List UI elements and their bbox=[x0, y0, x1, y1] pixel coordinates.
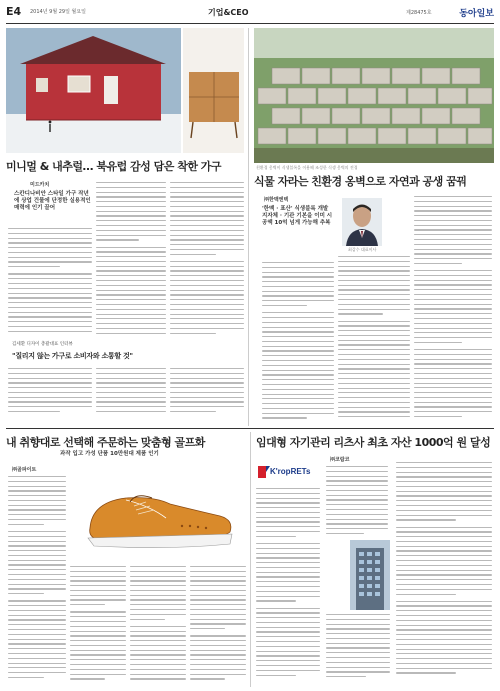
story4-body-col3 bbox=[326, 614, 390, 686]
story1-body-col5 bbox=[96, 368, 166, 418]
newspaper-name: 동아일보 bbox=[459, 9, 494, 19]
section-title: 기업&CEO bbox=[208, 8, 249, 17]
story3-body-col1 bbox=[8, 476, 66, 686]
story4-body-col2 bbox=[326, 466, 388, 540]
story1-body-col1 bbox=[8, 228, 92, 338]
story2-photo-caption: 친환경 옹벽이 식생블록을 이용해 조성한 식생 옹벽의 전경 bbox=[256, 165, 358, 170]
story3-subhead: 과작 입고 가성 단품 10만원대 제품 인기 bbox=[60, 451, 159, 457]
retaining-wall-photo bbox=[254, 28, 494, 163]
story1-headline: 미니멀 & 내추럴… 북유럽 감성 담은 착한 가구 bbox=[6, 160, 222, 173]
story1-person-caption: 김세환 디자이 총괄대표 인터뷰 bbox=[12, 342, 73, 347]
story2-body-col2 bbox=[338, 256, 410, 422]
building-photo bbox=[350, 540, 390, 610]
story1-body-col2 bbox=[96, 182, 166, 338]
column-divider-bottom bbox=[250, 432, 251, 687]
story3-headline: 내 취향대로 선택해 주문하는 맞춤형 골프화 bbox=[6, 436, 205, 449]
story2-person-caption: 최갑수 대표이사 bbox=[348, 247, 377, 252]
story1-company: 미드카치 bbox=[30, 182, 50, 188]
cabinet-photo bbox=[183, 28, 244, 153]
story1-body-col4 bbox=[8, 368, 92, 418]
ceo-portrait bbox=[342, 198, 382, 246]
golf-shoe-photo bbox=[70, 466, 246, 561]
story4-headline: 임대형 자기관리 리츠사 최초 자산 1000억 원 달성 bbox=[256, 436, 491, 449]
issue-number: 제28475호 bbox=[406, 10, 432, 16]
story1-subhead: 스칸디나비안 스타일 가구 작년에 상업 건물에 단정한 실용적인 매력에 인기 끌어 bbox=[14, 191, 91, 211]
story2-body-col1 bbox=[262, 262, 334, 422]
masthead bbox=[6, 4, 494, 24]
story3-body-col3 bbox=[130, 566, 186, 686]
story2-company: ㈜한맥엔텍 bbox=[264, 197, 289, 203]
story3-body-col4 bbox=[190, 566, 246, 686]
section-divider bbox=[6, 428, 494, 429]
story4-body-col4 bbox=[396, 462, 492, 686]
column-divider bbox=[248, 28, 249, 426]
story4-body-col1 bbox=[256, 488, 320, 686]
issue-date: 2014년 9월 29일 월요일 bbox=[30, 9, 87, 15]
story4-company: ㈜코람코 bbox=[330, 457, 350, 463]
story2-subhead: '한맥 · 표산' 식생블록 개발 지자체 · 기관 기본을 이미 시 공액 10억 넘게 가능해 추복 bbox=[262, 206, 333, 226]
story1-pull-quote: "질리지 않는 가구로 소비자와 소통할 것" bbox=[12, 352, 133, 360]
page-number: E4 bbox=[6, 5, 22, 18]
story3-body-col2 bbox=[70, 566, 126, 686]
story1-body-col6 bbox=[170, 368, 244, 418]
story2-headline: 식물 자라는 친환경 옹벽으로 자연과 공생 꿈꿔 bbox=[254, 175, 467, 188]
story3-company: ㈜골파이트 bbox=[12, 467, 37, 473]
story2-body-col3 bbox=[414, 196, 492, 422]
house-photo bbox=[6, 28, 181, 153]
story4-logo-text: K'ropRETs bbox=[270, 467, 311, 476]
story1-body-col3 bbox=[170, 182, 244, 338]
